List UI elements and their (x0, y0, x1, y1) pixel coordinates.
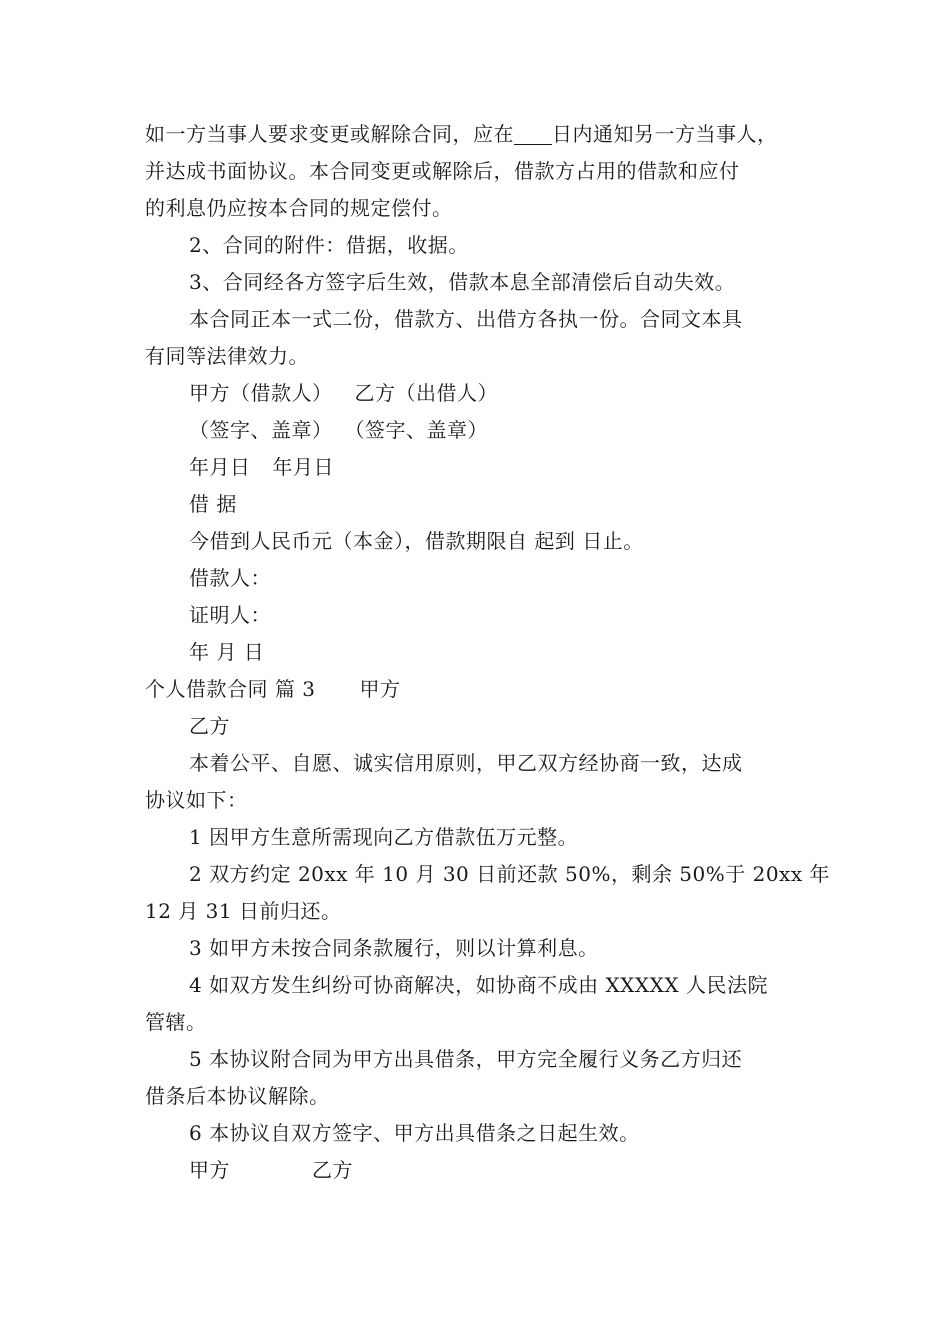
contract3-item-2-line-1: 2 双方约定 20xx 年 10 月 30 日前还款 50%，剩余 50%于 20xx 年 (189, 862, 830, 886)
document-body (145, 116, 830, 1189)
contract3-item-2-line-2: 12 月 31 日前归还。 (145, 899, 342, 923)
party-b-label: 乙方（出借人） (354, 381, 498, 405)
contract3-sign-b: 乙方 (312, 1158, 353, 1182)
contract3-item-4-line-2: 管辖。 (145, 1010, 207, 1034)
iou-title: 借 据 (189, 492, 237, 516)
seal-b-label: （签字、盖章） (354, 418, 488, 442)
signature-dates (145, 449, 815, 486)
contract3-intro-line-2: 协议如下： (145, 788, 248, 812)
clause-change-text-b: 日内通知另一方当事人， (552, 122, 778, 146)
contract3-sign-a: 甲方 (189, 1158, 230, 1182)
contract3-item-5-line-2: 借条后本协议解除。 (145, 1084, 330, 1108)
seal-a-label: （签字、盖章） (189, 418, 333, 442)
contract3-party-b: 乙方 (189, 714, 230, 738)
contract3-intro-line-1: 本着公平、自愿、诚实信用原则，甲乙双方经协商一致，达成 (189, 751, 743, 775)
clause-change-line-3: 的利息仍应按本合同的规定偿付。 (145, 196, 453, 220)
contract3-heading-line (145, 671, 815, 708)
party-a-label: 甲方（借款人） (189, 381, 333, 405)
date-b-label: 年月日 (272, 455, 334, 479)
iou-witness: 证明人： (189, 603, 271, 627)
contract3-signatures (145, 1152, 815, 1189)
clause-change-line-2: 并达成书面协议。本合同变更或解除后，借款方占用的借款和应付 (145, 159, 740, 183)
contract3-item-4-line-1: 4 如双方发生纠纷可协商解决，如协商不成由 XXXXX 人民法院 (189, 973, 768, 997)
contract3-party-a: 甲方 (359, 677, 401, 701)
iou-body: 今借到人民币元（本金），借款期限自 起到 日止。 (189, 529, 644, 553)
clause-change-line-1 (145, 116, 815, 153)
copies-line-1: 本合同正本一式二份，借款方、出借方各执一份。合同文本具 (189, 307, 743, 331)
clause-attachments: 2、合同的附件：借据，收据。 (189, 233, 469, 257)
clause-effect: 3、合同经各方签字后生效，借款本息全部清偿后自动失效。 (189, 270, 736, 294)
signature-seals (145, 412, 815, 449)
copies-line-2: 有同等法律效力。 (145, 344, 309, 368)
date-a-label: 年月日 (189, 455, 251, 479)
contract3-item-1: 1 因甲方生意所需现向乙方借款伍万元整。 (189, 825, 579, 849)
contract3-heading: 个人借款合同 篇 3 (145, 677, 316, 701)
contract3-item-6: 6 本协议自双方签字、甲方出具借条之日起生效。 (189, 1121, 640, 1145)
iou-date: 年 月 日 (189, 640, 265, 664)
contract3-item-5-line-1: 5 本协议附合同为甲方出具借条，甲方完全履行义务乙方归还 (189, 1047, 743, 1071)
clause-change-text-a: 如一方当事人要求变更或解除合同，应在 (145, 122, 514, 146)
contract3-item-3: 3 如甲方未按合同条款履行，则以计算利息。 (189, 936, 599, 960)
iou-borrower: 借款人： (189, 566, 271, 590)
signature-parties (145, 375, 815, 412)
days-blank (514, 124, 552, 145)
